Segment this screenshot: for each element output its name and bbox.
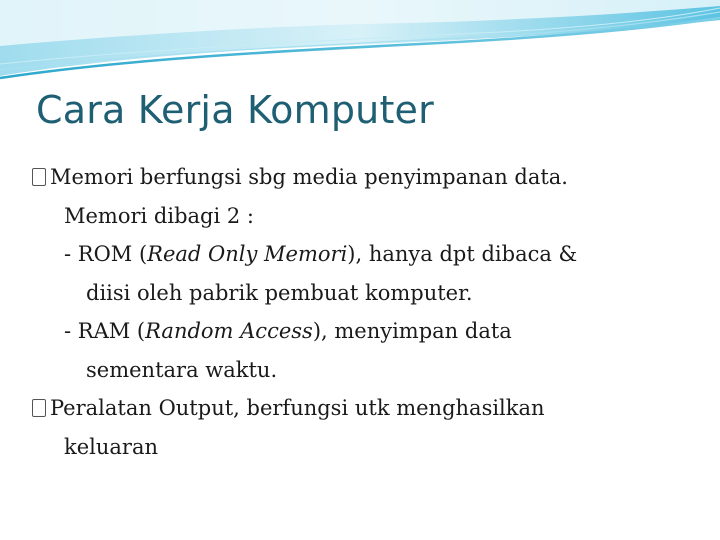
rom-prefix: - ROM ( [64, 242, 148, 266]
sub-item-ram-continuation: sementara waktu. [86, 357, 278, 382]
rom-suffix: ), hanya dpt dibaca & [347, 242, 578, 266]
rom-term: Read Only Memori [147, 242, 348, 266]
sub-item-ram [30, 312, 690, 351]
square-bullet-icon [32, 168, 46, 186]
ram-suffix: ), menyimpan data [312, 319, 512, 343]
bullet-text: Peralatan Output, berfungsi utk menghasilkan [50, 396, 545, 420]
sub-item-rom-continuation: diisi oleh pabrik pembuat komputer. [86, 280, 473, 305]
slide-title: Cara Kerja Komputer [36, 88, 434, 132]
bullet-item-memori [30, 158, 690, 197]
bullet-item-output [30, 389, 690, 428]
sub-item-rom [30, 235, 690, 274]
bullet-continuation: Memori dibagi 2 : [64, 203, 254, 228]
slide-body [30, 158, 690, 466]
ram-term: Random Access [145, 319, 313, 343]
bullet-continuation: keluaran [64, 434, 158, 459]
header-wave-decoration [0, 0, 720, 90]
square-bullet-icon [32, 399, 46, 417]
ram-prefix: - RAM ( [64, 319, 146, 343]
bullet-text: Memori berfungsi sbg media penyimpanan data. [50, 165, 568, 189]
